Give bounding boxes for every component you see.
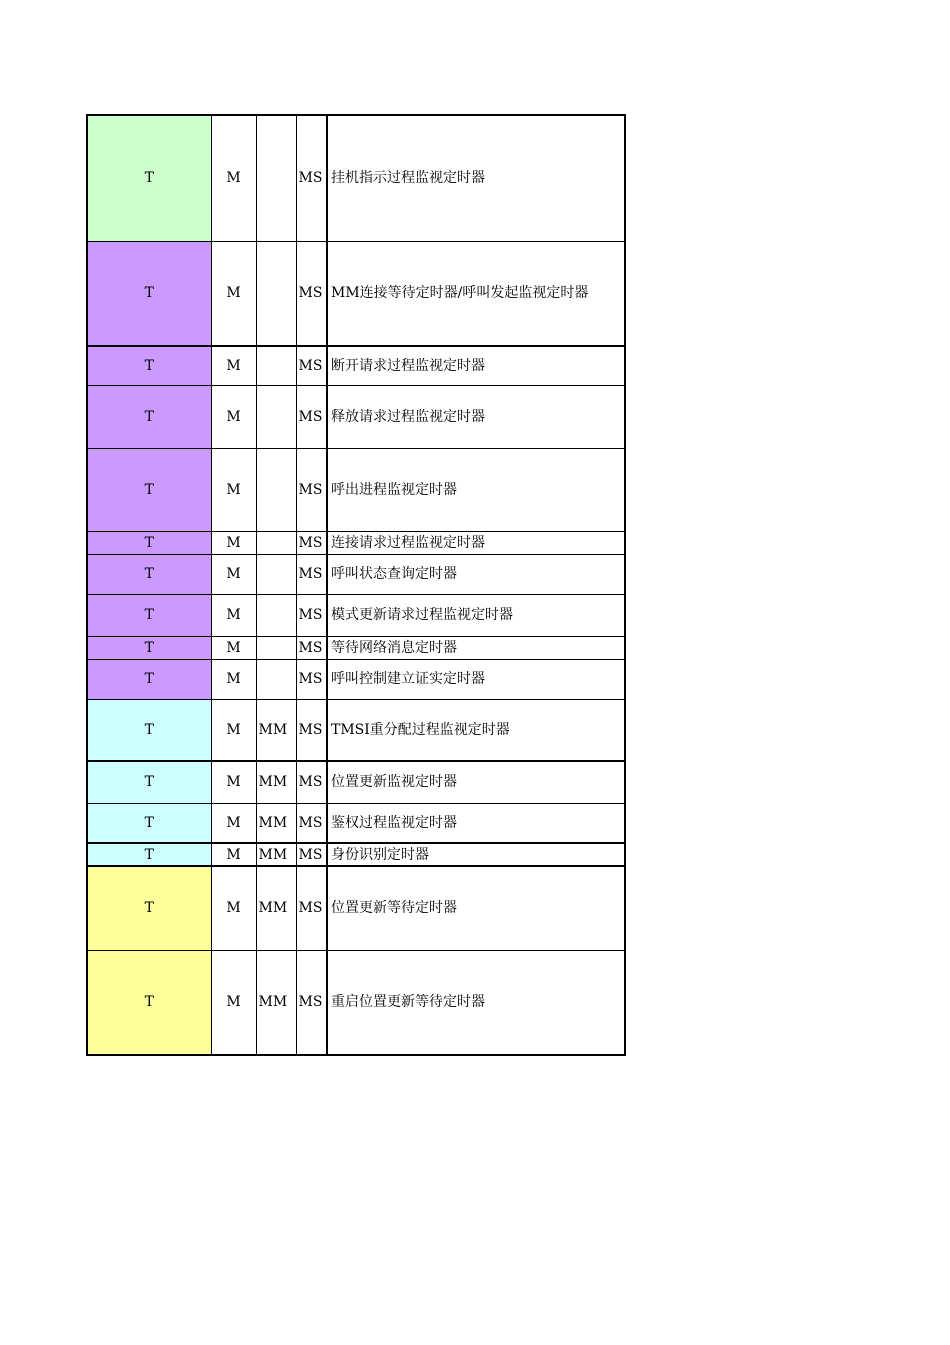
description-cell[interactable]: 鉴权过程监视定时器	[327, 803, 625, 843]
timer-id-cell[interactable]: T	[87, 866, 211, 950]
table-row	[87, 115, 625, 241]
mm-cell[interactable]	[256, 636, 296, 659]
description-cell[interactable]: 位置更新监视定时器	[327, 761, 625, 803]
ms-cell[interactable]: MS	[296, 659, 327, 699]
timer-id-cell[interactable]: T	[87, 385, 211, 448]
m-cell[interactable]: M	[211, 531, 256, 554]
m-cell[interactable]: M	[211, 866, 256, 950]
description-cell[interactable]: 挂机指示过程监视定时器	[327, 115, 625, 241]
ms-cell[interactable]: MS	[296, 554, 327, 594]
m-cell[interactable]: M	[211, 843, 256, 866]
mm-cell[interactable]	[256, 241, 296, 346]
timer-id-cell[interactable]: T	[87, 636, 211, 659]
table-row	[87, 594, 625, 636]
table-row	[87, 803, 625, 843]
ms-cell[interactable]: MS	[296, 385, 327, 448]
ms-cell[interactable]: MS	[296, 761, 327, 803]
timer-id-cell[interactable]: T	[87, 659, 211, 699]
description-cell[interactable]: 连接请求过程监视定时器	[327, 531, 625, 554]
timer-id-cell[interactable]: T	[87, 346, 211, 385]
description-cell[interactable]: 位置更新等待定时器	[327, 866, 625, 950]
description-cell[interactable]: 重启位置更新等待定时器	[327, 950, 625, 1055]
mm-cell[interactable]	[256, 115, 296, 241]
table-row	[87, 346, 625, 385]
mm-cell[interactable]: MM	[256, 699, 296, 761]
mm-cell[interactable]	[256, 531, 296, 554]
mm-cell[interactable]	[256, 659, 296, 699]
mm-cell[interactable]	[256, 448, 296, 531]
m-cell[interactable]: M	[211, 950, 256, 1055]
ms-cell[interactable]: MS	[296, 843, 327, 866]
m-cell[interactable]: M	[211, 554, 256, 594]
mm-cell[interactable]: MM	[256, 866, 296, 950]
mm-cell[interactable]	[256, 346, 296, 385]
ms-cell[interactable]: MS	[296, 636, 327, 659]
description-cell[interactable]: 呼出进程监视定时器	[327, 448, 625, 531]
timer-table	[86, 114, 626, 1056]
mm-cell[interactable]: MM	[256, 803, 296, 843]
table-row	[87, 385, 625, 448]
timer-id-cell[interactable]: T	[87, 448, 211, 531]
ms-cell[interactable]: MS	[296, 531, 327, 554]
timer-id-cell[interactable]: T	[87, 843, 211, 866]
m-cell[interactable]: M	[211, 803, 256, 843]
m-cell[interactable]: M	[211, 636, 256, 659]
description-cell[interactable]: 模式更新请求过程监视定时器	[327, 594, 625, 636]
m-cell[interactable]: M	[211, 659, 256, 699]
timer-id-cell[interactable]: T	[87, 594, 211, 636]
description-cell[interactable]: 等待网络消息定时器	[327, 636, 625, 659]
m-cell[interactable]: M	[211, 761, 256, 803]
m-cell[interactable]: M	[211, 385, 256, 448]
description-cell[interactable]: 断开请求过程监视定时器	[327, 346, 625, 385]
table-row	[87, 866, 625, 950]
mm-cell[interactable]	[256, 385, 296, 448]
m-cell[interactable]: M	[211, 346, 256, 385]
description-cell[interactable]: 释放请求过程监视定时器	[327, 385, 625, 448]
timer-id-cell[interactable]: T	[87, 699, 211, 761]
timer-id-cell[interactable]: T	[87, 531, 211, 554]
mm-cell[interactable]: MM	[256, 761, 296, 803]
ms-cell[interactable]: MS	[296, 115, 327, 241]
m-cell[interactable]: M	[211, 241, 256, 346]
m-cell[interactable]: M	[211, 115, 256, 241]
table-row	[87, 448, 625, 531]
description-cell[interactable]: 呼叫控制建立证实定时器	[327, 659, 625, 699]
description-cell[interactable]: 身份识别定时器	[327, 843, 625, 866]
mm-cell[interactable]: MM	[256, 843, 296, 866]
ms-cell[interactable]: MS	[296, 241, 327, 346]
table-row	[87, 554, 625, 594]
description-cell[interactable]: TMSI重分配过程监视定时器	[327, 699, 625, 761]
m-cell[interactable]: M	[211, 594, 256, 636]
table-row	[87, 636, 625, 659]
ms-cell[interactable]: MS	[296, 448, 327, 531]
m-cell[interactable]: M	[211, 448, 256, 531]
description-cell[interactable]: MM连接等待定时器/呼叫发起监视定时器	[327, 241, 625, 346]
timer-id-cell[interactable]: T	[87, 241, 211, 346]
timer-id-cell[interactable]: T	[87, 761, 211, 803]
ms-cell[interactable]: MS	[296, 699, 327, 761]
mm-cell[interactable]	[256, 554, 296, 594]
ms-cell[interactable]: MS	[296, 866, 327, 950]
table-row	[87, 659, 625, 699]
timer-id-cell[interactable]: T	[87, 554, 211, 594]
ms-cell[interactable]: MS	[296, 594, 327, 636]
mm-cell[interactable]: MM	[256, 950, 296, 1055]
timer-id-cell[interactable]: T	[87, 950, 211, 1055]
table-row	[87, 950, 625, 1055]
ms-cell[interactable]: MS	[296, 803, 327, 843]
table-row	[87, 699, 625, 761]
table-row	[87, 531, 625, 554]
timer-id-cell[interactable]: T	[87, 803, 211, 843]
description-cell[interactable]: 呼叫状态查询定时器	[327, 554, 625, 594]
table-row	[87, 241, 625, 346]
table-row	[87, 761, 625, 803]
table-row	[87, 843, 625, 866]
ms-cell[interactable]: MS	[296, 346, 327, 385]
mm-cell[interactable]	[256, 594, 296, 636]
m-cell[interactable]: M	[211, 699, 256, 761]
timer-id-cell[interactable]: T	[87, 115, 211, 241]
ms-cell[interactable]: MS	[296, 950, 327, 1055]
